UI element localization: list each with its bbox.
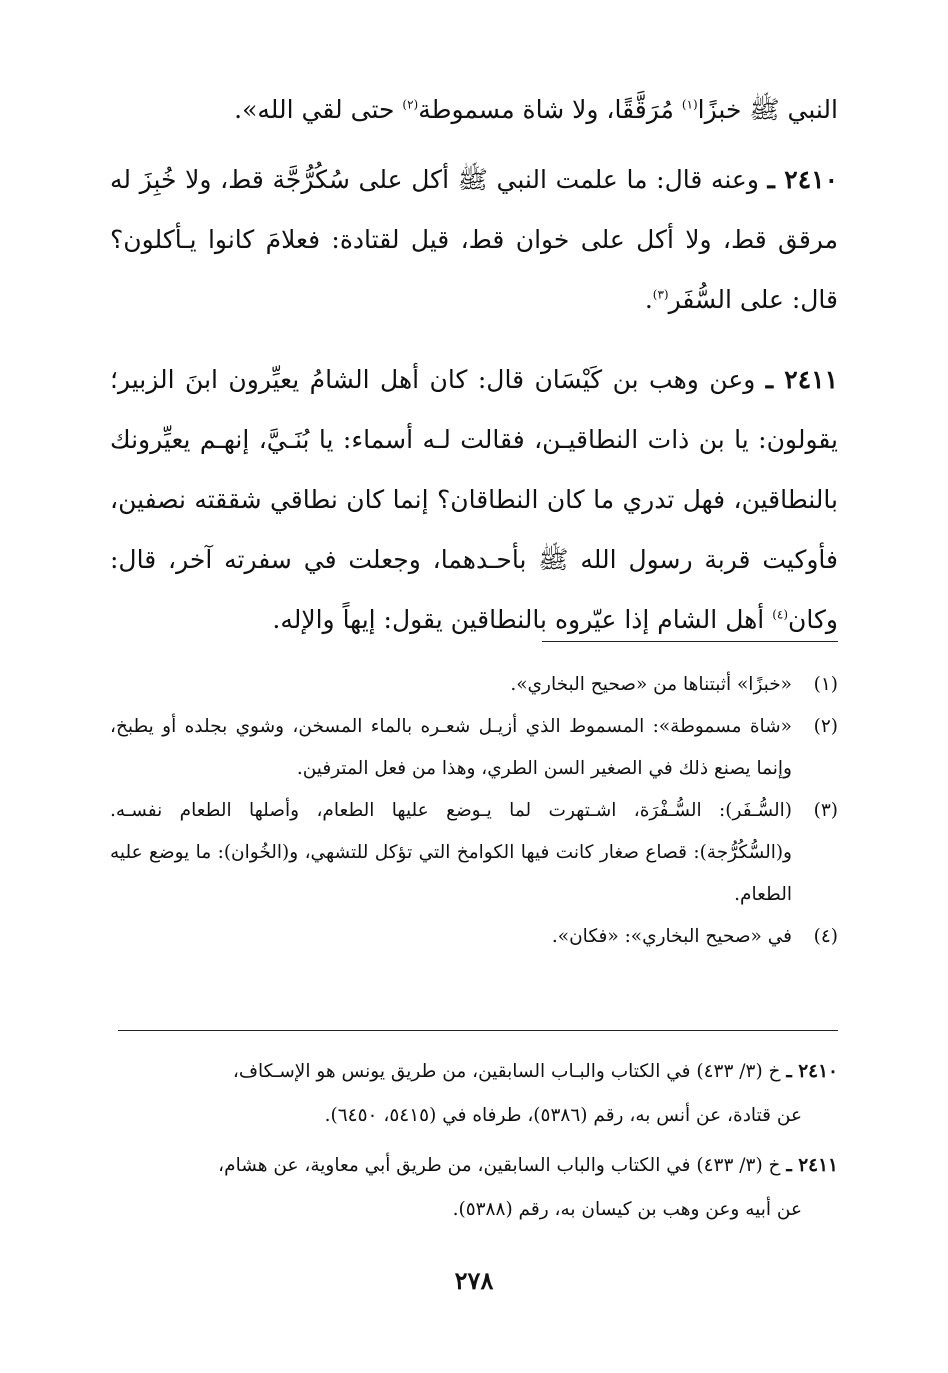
footnote-mark: (٣): [813, 800, 838, 821]
source-text: خ (٣/ ٤٣٣) في الكتاب والباب السابقين، من طريق أبي معاوية، عن هشام،: [218, 1155, 787, 1176]
footnote-ref-4: (٤): [772, 607, 789, 622]
hadith-2411: [110, 350, 838, 650]
source-2410: [110, 1050, 838, 1138]
source-number: ٢٤١١ ـ: [786, 1155, 838, 1176]
footnote-mark: (٢): [813, 716, 838, 737]
continued-paragraph: [110, 84, 838, 136]
text-segment: النبي ﷺ خبزًا: [697, 95, 838, 124]
footnote-ref-3: (٣): [652, 287, 669, 302]
text-segment: أهل الشام إذا عيّروه بالنطاقين يقول: إيهاً والإله.: [272, 605, 773, 634]
source-text-continued: عن قتادة، عن أنس به، رقم (٥٣٨٦)، طرفاه في (٥٤١٥، ٦٤٥٠).: [324, 1105, 802, 1126]
hadith-2410: [110, 150, 838, 330]
source-2411: [110, 1144, 838, 1232]
hadith-number: ٢٤١٠ ـ: [767, 165, 838, 194]
footnote-ref-1: (١): [681, 97, 698, 112]
footnote-ref-2: (٢): [402, 97, 419, 112]
text-segment: حتى لقي الله».: [234, 95, 403, 124]
main-text: [110, 84, 838, 670]
sources: [110, 1050, 838, 1238]
source-number: ٢٤١٠ ـ: [786, 1061, 838, 1082]
text-segment: مُرَقَّقًا، ولا شاة مسموطة: [418, 95, 682, 124]
text-segment: .: [644, 285, 653, 314]
footnotes: [110, 664, 838, 958]
source-text: خ (٣/ ٤٣٣) في الكتاب والبـاب السابقين، من طريق يونس هو الإسـكاف،: [232, 1061, 787, 1082]
footnote-mark: (٤): [813, 926, 838, 947]
hadith-text: وعنه قال: ما علمت النبي ﷺ أكل على سُكُرُّجَّة قط، ولا خُبِزَ له مرقق قط، ولا أكل على خوان قط، قيل لقتادة: فعلامَ كانوا يـأكلون؟ قال: على السُّفَر: [110, 165, 838, 314]
source-text-continued: عن أبيه وعن وهب بن كيسان به، رقم (٥٣٨٨).: [452, 1199, 802, 1220]
hadith-text: وعن وهب بن كَيْسَان قال: كان أهل الشامُ يعيِّرون ابنَ الزبير؛ يقولون: يا بن ذات النطاقيـن، فقالت لـه أسماء: يا بُنَـيَّ، إنهـم يعيِّرونك بالنطاقين، فهل تدري ما كان النطاقان؟ إنما كان نطاقي شققته نصفين، فأوكيت قربة رسول الله ﷺ بأحـدهما، وجعلت في سفرته آخر، قال: وكان: [110, 365, 838, 634]
footnote-divider: [542, 641, 838, 642]
hadith-number: ٢٤١١ ـ: [765, 365, 838, 394]
footnote-mark: (١): [813, 674, 838, 695]
page-number: ٢٧٨: [454, 1266, 494, 1295]
footnote-1: [110, 664, 838, 706]
footnote-3: [110, 790, 838, 916]
footnote-2: [110, 706, 838, 790]
footnote-text: في «صحيح البخاري»: «فكان».: [551, 926, 792, 947]
sources-divider: [118, 1030, 838, 1031]
footnote-text: «خبزًا» أثبتناها من «صحيح البخاري».: [510, 674, 792, 695]
footnote-text: «شاة مسموطة»: المسموط الذي أزيـل شعـره بالماء المسخن، وشوي بجلده أو يطبخ، وإنما يصنع ذلك في الصغير السن الطري، وهذا من فعل المترفين.: [110, 716, 792, 779]
footnote-4: [110, 916, 838, 958]
footnote-text: (السُّـفَر): السُّـفْرَة، اشـتهرت لما يـوضع عليها الطعام، وأصلها الطعام نفسـه. و(السُّكُرُّجة): قصاع صغار كانت فيها الكوامخ التي تؤكل للتشهي، و(الخُوان): ما يوضع عليه الطعام.: [110, 800, 792, 905]
